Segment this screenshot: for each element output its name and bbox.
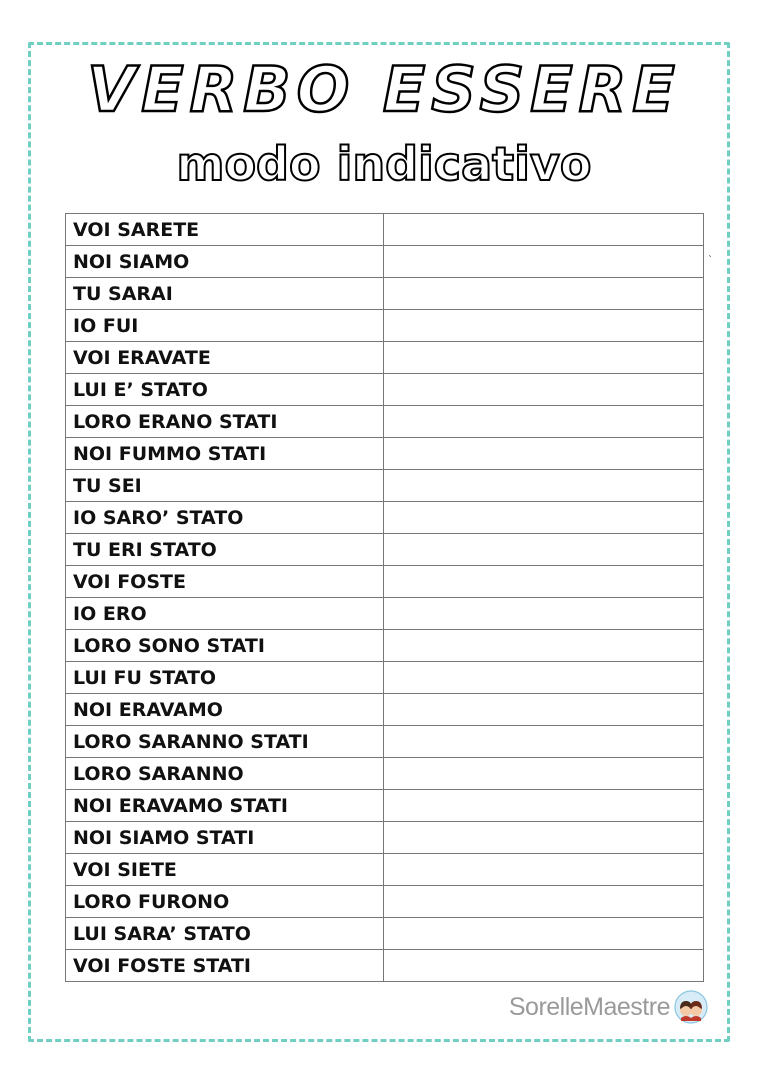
answer-cell[interactable] [384,566,704,598]
answer-cell[interactable] [384,374,704,406]
answer-cell[interactable] [384,438,704,470]
answer-cell[interactable] [384,854,704,886]
table-row [66,502,704,534]
table-row [66,918,704,950]
table-row [66,310,704,342]
verb-cell: NOI FUMMO STATI [66,438,384,470]
table-row [66,854,704,886]
verb-cell: LORO SARANNO STATI [66,726,384,758]
table-row [66,438,704,470]
table-row [66,566,704,598]
answer-cell[interactable] [384,758,704,790]
answer-cell[interactable] [384,630,704,662]
verb-cell: TU SEI [66,470,384,502]
verb-cell: IO ERO [66,598,384,630]
table-row [66,278,704,310]
answer-cell[interactable] [384,950,704,982]
table-row [66,726,704,758]
verb-cell: IO FUI [66,310,384,342]
table-row [66,950,704,982]
verb-table-body [66,214,704,982]
answer-cell[interactable] [384,886,704,918]
verb-cell: LORO FURONO [66,886,384,918]
answer-cell[interactable] [384,406,704,438]
verb-cell: LORO SARANNO [66,758,384,790]
answer-cell[interactable] [384,502,704,534]
answer-cell[interactable] [384,214,704,246]
verb-cell: NOI SIAMO STATI [66,822,384,854]
footer-brand [509,990,708,1024]
verb-cell: LUI E’ STATO [66,374,384,406]
answer-cell[interactable] [384,246,704,278]
answer-cell[interactable] [384,694,704,726]
table-row [66,470,704,502]
verb-cell: IO SARO’ STATO [66,502,384,534]
table-row [66,534,704,566]
verb-cell: LUI FU STATO [66,662,384,694]
brand-name: SorelleMaestre [508,992,670,1021]
table-row [66,374,704,406]
answer-cell[interactable] [384,726,704,758]
verb-cell: NOI ERAVAMO STATI [66,790,384,822]
table-row [66,342,704,374]
verb-cell: VOI FOSTE [66,566,384,598]
answer-cell[interactable] [384,790,704,822]
answer-cell[interactable] [384,662,704,694]
sorellemaestre-logo [674,990,708,1024]
table-row [66,790,704,822]
table-row [66,886,704,918]
verb-table [65,213,704,982]
verb-cell: TU ERI STATO [66,534,384,566]
table-row [66,822,704,854]
verb-cell: NOI SIAMO [66,246,384,278]
verb-cell: VOI SARETE [66,214,384,246]
table-row [66,598,704,630]
answer-cell[interactable] [384,310,704,342]
answer-cell[interactable] [384,470,704,502]
verb-cell: LORO ERANO STATI [66,406,384,438]
answer-cell[interactable] [384,534,704,566]
verb-cell: LORO SONO STATI [66,630,384,662]
verb-cell: TU SARAI [66,278,384,310]
answer-cell[interactable] [384,822,704,854]
answer-cell[interactable] [384,598,704,630]
table-row [66,694,704,726]
answer-cell[interactable] [384,278,704,310]
verb-cell: VOI SIETE [66,854,384,886]
verb-cell: VOI ERAVATE [66,342,384,374]
table-row [66,662,704,694]
stray-mark: ` [708,255,713,266]
table-row [66,758,704,790]
verb-cell: VOI FOSTE STATI [66,950,384,982]
table-row [66,214,704,246]
verb-cell: LUI SARA’ STATO [66,918,384,950]
table-row [66,246,704,278]
table-row [66,630,704,662]
answer-cell[interactable] [384,918,704,950]
page-title: VERBO ESSERE [87,53,681,126]
page-subtitle: modo indicativo [176,137,592,191]
verb-cell: NOI ERAVAMO [66,694,384,726]
answer-cell[interactable] [384,342,704,374]
table-row [66,406,704,438]
